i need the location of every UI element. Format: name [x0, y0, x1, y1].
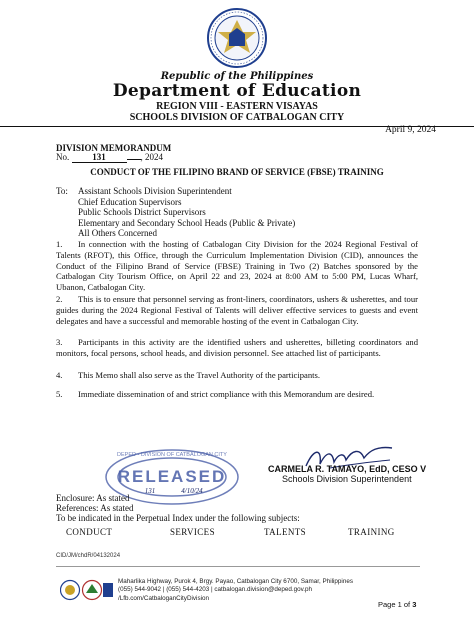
paragraph-text: In connection with the hosting of Catbalogan City Division for the 2024 Regional Festival of Talents (RFOT), this Office, through the Curriculum Implementation Division (CID), announces the Conduct of the Filipino Brand of Service (FBSE) Training in Two (2) Batches sponsored by the Catbalogan City Tourism Office, on April 22 and 23, 2024 at 8:00 AM to 5:00 PM, Lucas Wharf, Ubanon, Catbalogan City.	[56, 239, 418, 293]
recipient-item: All Others Concerned	[78, 228, 157, 239]
paragraph-number: 4.	[56, 370, 63, 380]
paragraph-number: 5.	[56, 389, 63, 399]
index-subject: CONDUCT	[66, 527, 113, 537]
signatory-name: CARMELA R. TAMAYO, EdD, CESO V	[268, 464, 427, 474]
deped-seal-icon	[207, 8, 267, 68]
republic-line: Republic of the Philippines	[160, 71, 314, 82]
index-subject: TRAINING	[348, 527, 395, 537]
footer-address: Maharlika Highway, Purok 4, Brgy. Payao, Catbalogan City 6700, Samar, Philippines	[118, 578, 353, 585]
paragraph-5	[56, 389, 418, 400]
recipient-item: Public Schools District Supervisors	[78, 207, 206, 218]
memo-year: , 2024	[140, 152, 163, 162]
paragraph-text: Participants in this activity are the identified ushers and usherettes, billeting coordinators and monitors, focal persons, school heads, and division personnel. See attached list of participants.	[56, 337, 418, 358]
paragraph-text: This Memo shall also serve as the Travel Authority of the participants.	[78, 370, 321, 380]
paragraph-number: 3.	[56, 337, 63, 347]
stamp-number: 131	[144, 487, 156, 495]
memo-date: April 9, 2024	[385, 125, 436, 135]
footer-address-block	[118, 578, 353, 603]
page-of: of	[403, 600, 411, 609]
department-name: Department of Education	[112, 81, 362, 101]
paragraph-text: This is to ensure that personnel serving as front-liners, coordinators, ushers & usherettes, and tour guides during the 2024 Regional Festival of Talents will deliver effective services to guests and event delegates and have a successful and memorable hosting of the event in Catbalogan City.	[56, 294, 418, 326]
paragraph-4	[56, 370, 418, 381]
paragraph-1	[56, 239, 418, 293]
memo-number-blank	[127, 159, 141, 160]
recipient-item: Assistant Schools Division Superintendent	[78, 186, 232, 196]
division-line: SCHOOLS DIVISION OF CATBALOGAN CITY	[129, 112, 345, 123]
index-subject: SERVICES	[170, 527, 215, 537]
memo-title: DIVISION MEMORANDUM	[56, 143, 172, 153]
page-number	[378, 600, 416, 609]
stamp-ring-text: DEPED - DIVISION OF CATBALOGAN CITY	[117, 452, 227, 458]
paragraph-number: 2.	[56, 294, 63, 304]
stamp-label: RELEASED	[117, 467, 227, 486]
perpetual-index-line: To be indicated in the Perpetual Index under the following subjects:	[56, 513, 300, 523]
paragraph-2	[56, 294, 418, 326]
signatory-title: Schools Division Superintendent	[282, 474, 412, 484]
page-word: Page	[378, 600, 396, 609]
memo-subject: CONDUCT OF THE FILIPINO BRAND OF SERVICE (FBSE) TRAINING	[90, 167, 384, 177]
region-line: REGION VIII - EASTERN VISAYAS	[156, 101, 318, 112]
footer-logos	[60, 579, 114, 601]
memo-no-prefix: No.	[56, 152, 70, 162]
matatag-logo-icon	[103, 583, 113, 597]
memo-number: 131	[72, 152, 127, 163]
memo-number-line	[56, 152, 163, 163]
document-code: CID/JM/chdR/04132024	[56, 553, 121, 559]
footer-facebook-link[interactable]: /Lfb.com/CatbaloganCityDivision	[118, 594, 209, 602]
paragraph-3	[56, 337, 418, 359]
recipient-item: Elementary and Secondary School Heads (Public & Private)	[78, 217, 296, 228]
footer-contacts: (055) 544-9042 | (055) 544-4203 | catbalogan.division@deped.gov.ph	[118, 586, 313, 594]
recipient-item: Chief Education Supervisors	[78, 196, 182, 207]
references-line: References: As stated	[56, 503, 134, 513]
enclosure-line: Enclosure: As stated	[56, 493, 130, 503]
recipient-list	[78, 186, 295, 239]
page-total: 3	[412, 600, 417, 609]
to-label: To:	[56, 186, 68, 196]
page-current: 1	[397, 600, 402, 609]
paragraph-text: Immediate dissemination of and strict compliance with this Memorandum are desired.	[78, 389, 375, 399]
index-subject: TALENTS	[264, 527, 307, 537]
paragraph-number: 1.	[56, 239, 63, 249]
stamp-date: 4/10/24	[181, 487, 203, 495]
footer-divider	[56, 566, 420, 567]
